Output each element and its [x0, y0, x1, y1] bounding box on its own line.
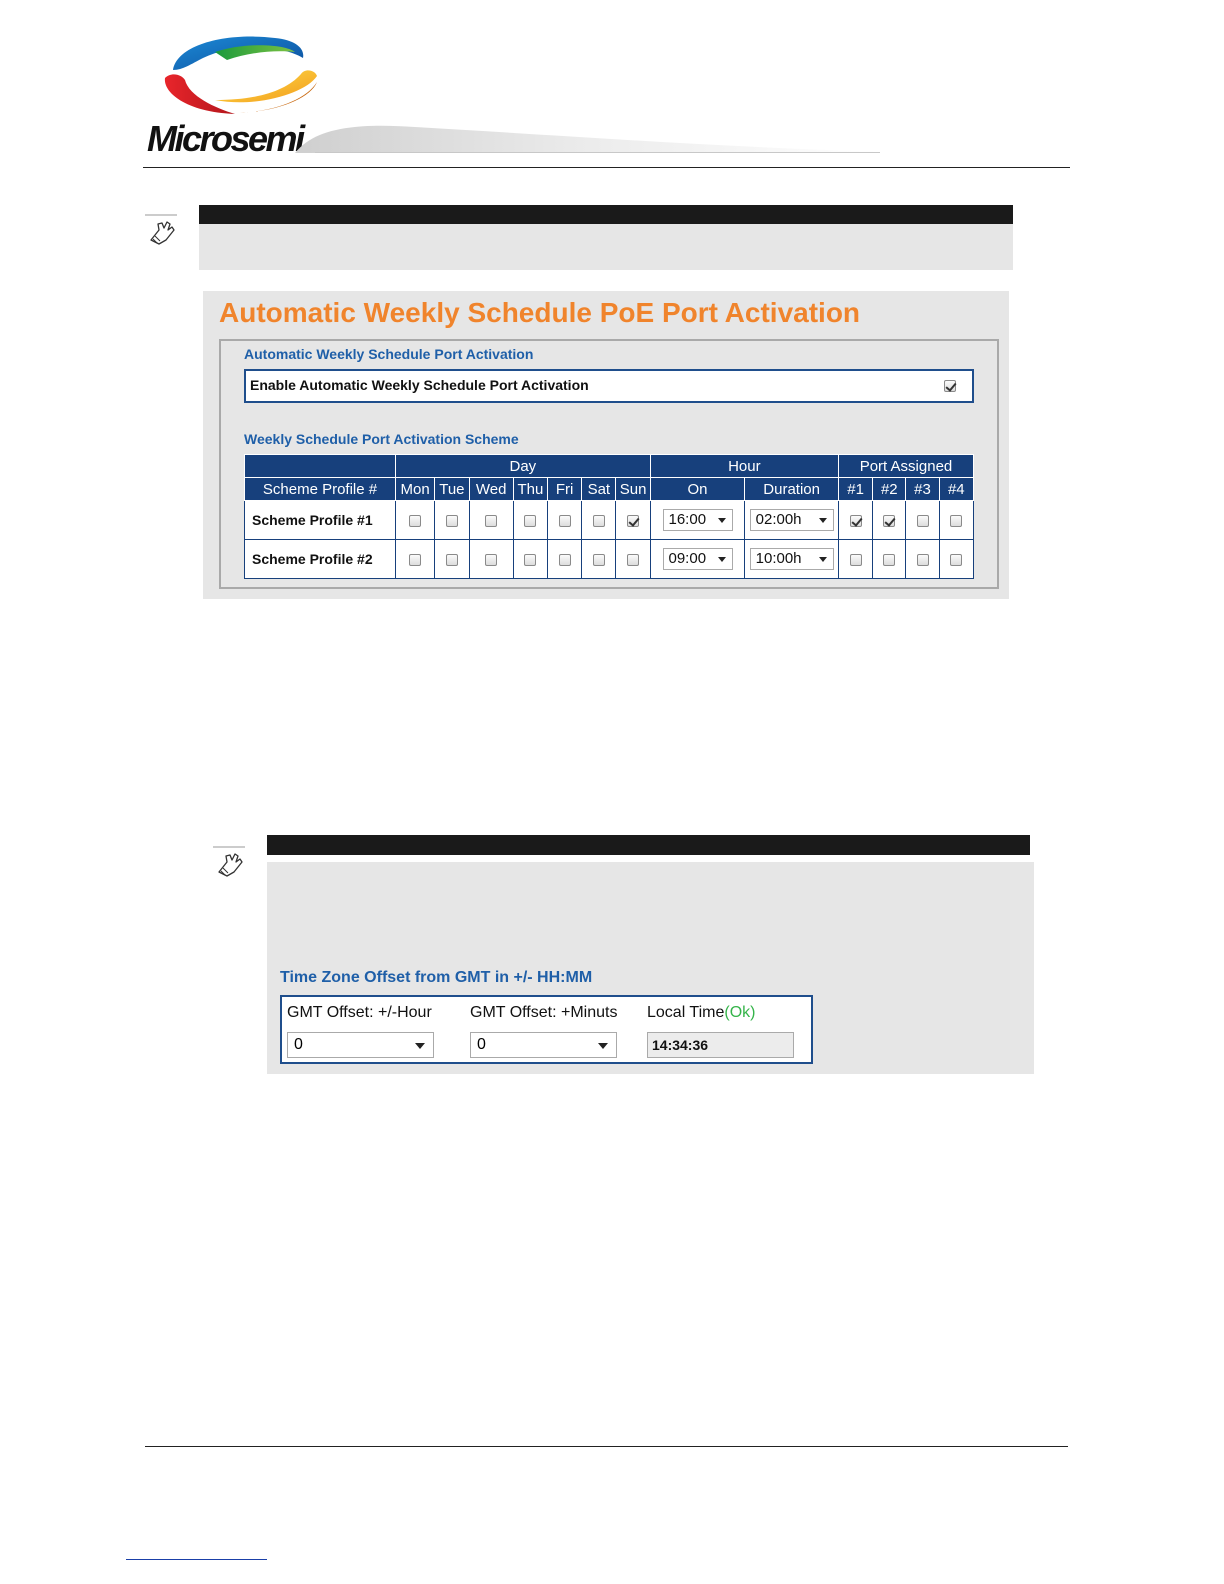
- gmt-offset-box: [280, 995, 813, 1064]
- gmt-hour-select[interactable]: [287, 1032, 434, 1058]
- day-checkbox-fri[interactable]: [559, 554, 571, 566]
- port-cell-3: [906, 540, 939, 579]
- day-checkbox-wed[interactable]: [485, 554, 497, 566]
- col-port-1: #1: [838, 478, 872, 501]
- col-scheme-profile: Scheme Profile #: [245, 478, 396, 501]
- local-time-label: [647, 1004, 755, 1022]
- port-cell-4: [939, 540, 973, 579]
- logo-swoosh-icon: [295, 123, 885, 153]
- note-header-bar: [199, 205, 1013, 224]
- gmt-minute-select[interactable]: [470, 1032, 617, 1058]
- col-port-2: #2: [873, 478, 906, 501]
- port-cell-1: [838, 501, 872, 540]
- section-scheme-label: Weekly Schedule Port Activation Scheme: [244, 431, 519, 447]
- footer-link-underline[interactable]: [126, 1559, 267, 1560]
- chevron-down-icon: [819, 557, 827, 562]
- note-body: [199, 224, 1013, 270]
- local-time-status: (Ok): [724, 1004, 756, 1021]
- local-time-field: 14:34:36: [647, 1032, 794, 1058]
- col-sat: Sat: [582, 478, 616, 501]
- gmt-minute-label: GMT Offset: +Minuts: [470, 1004, 618, 1021]
- port-cell-1: [838, 540, 872, 579]
- table-row: [245, 540, 974, 579]
- header-rule: [143, 167, 1070, 168]
- chevron-down-icon: [718, 518, 726, 523]
- day-checkbox-thu[interactable]: [524, 554, 536, 566]
- port-cell-3: [906, 501, 939, 540]
- port-checkbox-3[interactable]: [917, 554, 929, 566]
- day-cell-sun: [616, 540, 650, 579]
- gmt-hour-label: GMT Offset: +/-Hour: [287, 1004, 432, 1021]
- logo-emblem-icon: [155, 30, 325, 125]
- day-cell-wed: [469, 540, 513, 579]
- section-activation-label: Automatic Weekly Schedule Port Activation: [244, 346, 534, 362]
- day-checkbox-mon[interactable]: [409, 554, 421, 566]
- day-cell-wed: [469, 501, 513, 540]
- col-wed: Wed: [469, 478, 513, 501]
- duration-select[interactable]: [750, 548, 834, 570]
- note-hand-icon: [145, 214, 179, 248]
- col-tue: Tue: [435, 478, 469, 501]
- enable-activation-checkbox[interactable]: [944, 380, 956, 392]
- day-checkbox-fri[interactable]: [559, 515, 571, 527]
- footer-rule: [145, 1446, 1068, 1447]
- chevron-down-icon: [415, 1043, 425, 1049]
- schedule-table: [244, 454, 974, 579]
- port-checkbox-3[interactable]: [917, 515, 929, 527]
- day-checkbox-wed[interactable]: [485, 515, 497, 527]
- duration-select-value: 02:00h: [755, 511, 802, 528]
- day-checkbox-tue[interactable]: [446, 554, 458, 566]
- header-group-day: Day: [396, 455, 651, 478]
- chevron-down-icon: [819, 518, 827, 523]
- on-time-select-cell: [650, 540, 745, 579]
- gmt-hour-value: 0: [294, 1036, 303, 1053]
- port-checkbox-2[interactable]: [883, 515, 895, 527]
- port-cell-2: [873, 540, 906, 579]
- logo-wordmark: Microsemi: [147, 118, 303, 159]
- scheme-profile-name: Scheme Profile #2: [245, 540, 396, 579]
- col-fri: Fri: [548, 478, 582, 501]
- gmt-minute-value: 0: [477, 1036, 486, 1053]
- col-port-3: #3: [906, 478, 939, 501]
- table-row: [245, 501, 974, 540]
- microsemi-logo: [145, 30, 885, 160]
- col-on: On: [650, 478, 745, 501]
- col-sun: Sun: [616, 478, 650, 501]
- day-cell-fri: [548, 501, 582, 540]
- panel-title: Automatic Weekly Schedule PoE Port Activation: [219, 297, 861, 328]
- day-cell-tue: [435, 540, 469, 579]
- scheme-profile-name: Scheme Profile #1: [245, 501, 396, 540]
- day-cell-tue: [435, 501, 469, 540]
- col-thu: Thu: [513, 478, 547, 501]
- day-cell-mon: [396, 501, 435, 540]
- duration-select-cell: [745, 540, 839, 579]
- port-checkbox-4[interactable]: [950, 515, 962, 527]
- port-checkbox-1[interactable]: [850, 515, 862, 527]
- header-group-port: Port Assigned: [838, 455, 973, 478]
- note-header-bar: [267, 835, 1030, 855]
- chevron-down-icon: [598, 1043, 608, 1049]
- day-checkbox-mon[interactable]: [409, 515, 421, 527]
- note-hand-icon: [213, 846, 247, 880]
- on-time-select[interactable]: [663, 548, 733, 570]
- chevron-down-icon: [718, 557, 726, 562]
- on-time-select[interactable]: [663, 509, 733, 531]
- day-checkbox-sun[interactable]: [627, 554, 639, 566]
- day-checkbox-sat[interactable]: [593, 515, 605, 527]
- port-checkbox-1[interactable]: [850, 554, 862, 566]
- enable-activation-label: Enable Automatic Weekly Schedule Port Activation: [250, 377, 589, 393]
- header-blank: [245, 455, 396, 478]
- port-cell-4: [939, 501, 973, 540]
- duration-select-cell: [745, 501, 839, 540]
- on-time-select-cell: [650, 501, 745, 540]
- col-port-4: #4: [939, 478, 973, 501]
- col-mon: Mon: [396, 478, 435, 501]
- on-time-select-value: 16:00: [668, 511, 707, 528]
- day-checkbox-sun[interactable]: [627, 515, 639, 527]
- day-cell-mon: [396, 540, 435, 579]
- day-cell-sat: [582, 501, 616, 540]
- enable-activation-row: [244, 369, 974, 403]
- day-cell-thu: [513, 501, 547, 540]
- weekly-schedule-panel: [203, 291, 1009, 599]
- header-group-hour: Hour: [650, 455, 838, 478]
- gmt-title: Time Zone Offset from GMT in +/- HH:MM: [280, 969, 593, 986]
- day-cell-sat: [582, 540, 616, 579]
- local-time-label-text: Local Time: [647, 1004, 725, 1021]
- duration-select-value: 10:00h: [755, 550, 802, 567]
- day-cell-sun: [616, 501, 650, 540]
- day-checkbox-thu[interactable]: [524, 515, 536, 527]
- col-duration: Duration: [745, 478, 839, 501]
- on-time-select-value: 09:00: [668, 550, 707, 567]
- day-cell-fri: [548, 540, 582, 579]
- port-checkbox-4[interactable]: [950, 554, 962, 566]
- day-checkbox-tue[interactable]: [446, 515, 458, 527]
- duration-select[interactable]: [750, 509, 834, 531]
- day-cell-thu: [513, 540, 547, 579]
- day-checkbox-sat[interactable]: [593, 554, 605, 566]
- port-cell-2: [873, 501, 906, 540]
- port-checkbox-2[interactable]: [883, 554, 895, 566]
